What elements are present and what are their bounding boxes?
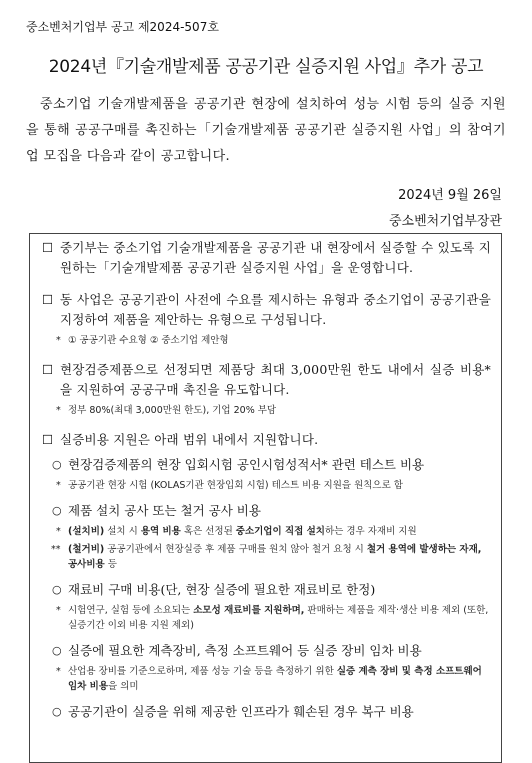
item-funding	[42, 360, 491, 400]
note-bold: 철거 용역에 발생하는 자재, 공사비용	[68, 544, 482, 570]
notice-number: 중소벤처기업부 공고 제2024-507호	[26, 20, 219, 34]
checkbox-square-icon: ☐	[42, 432, 54, 447]
sub-text: 공공기관이 실증을 위해 제공한 인프라가 훼손된 경우 복구 비용	[68, 704, 414, 719]
double-asterisk-icon: **	[51, 544, 61, 555]
page-title: 2024년『기술개발제품 공공기관 실증지원 사업』추가 공고	[48, 57, 484, 77]
note-bold: 실증 계측 장비 및 측정 소프트웨어 임차 비용	[68, 666, 482, 692]
note-text: 정부 80%(최대 3,000만원 한도), 기업 20% 부담	[68, 405, 277, 416]
asterisk-icon: *	[56, 335, 61, 346]
note-bold: 소모성 재료비를 지원하며,	[193, 605, 305, 616]
note-text: 혹은 선정된	[180, 526, 236, 537]
circle-bullet-icon: ○	[52, 458, 62, 471]
note-text: 공공기관 현장 시험 (KOLAS기관 현장입회 시험) 테스트 비용 지원을 원칙으로 함	[68, 480, 403, 491]
checkbox-square-icon: ☐	[42, 292, 54, 307]
asterisk-icon: *	[56, 480, 61, 491]
note-install-cost	[42, 524, 491, 539]
circle-bullet-icon: ○	[52, 644, 62, 657]
item-text: 실증비용 지원은 아래 범위 내에서 지원합니다.	[60, 432, 319, 447]
note-text: 공공기관에서 현장실증 후 제품 구매를 원치 않아 철거 요청 시	[104, 544, 367, 555]
note-text: 하는 경우 자재비 지원	[325, 526, 417, 537]
circle-bullet-icon: ○	[52, 583, 62, 596]
details-box	[29, 233, 502, 763]
item-text: 동 사업은 공공기관이 사전에 수요를 제시하는 유형과 중소기업이 공공기관을 지정하여 제품을 제안하는 유형으로 구성됩니다.	[60, 292, 491, 327]
note-text: 시험연구, 실험 등에 소요되는	[68, 605, 194, 616]
item-scope	[42, 430, 491, 450]
issuer: 중소벤처기업부장관	[388, 214, 502, 229]
note-removal-cost	[42, 542, 491, 572]
note-bold: (설치비)	[68, 526, 105, 537]
note-bold: 중소기업이 직접 설치	[235, 526, 325, 537]
scope-install-cost	[42, 501, 491, 521]
note-bold: 용역 비용	[140, 526, 181, 537]
note-material-cost	[42, 603, 491, 633]
circle-bullet-icon: ○	[52, 705, 62, 718]
note-test-cost	[42, 478, 491, 493]
item-text: 현장검증제품으로 선정되면 제품당 최대 3,000만원 한도 내에서 실증 비용*을 지원하여 공공구매 촉진을 유도합니다.	[60, 362, 491, 397]
note-text: 산업용 장비를 기준으로하며, 제품 성능 기술 등을 측정하기 위한	[68, 666, 337, 677]
note-types	[42, 333, 491, 348]
scope-equipment-rental	[42, 641, 491, 661]
item-text: 중기부는 중소기업 기술개발제품을 공공기관 내 현장에서 실증할 수 있도록 지원하는「기술개발제품 공공기관 실증지원 사업」을 운영합니다.	[60, 240, 491, 275]
sub-text: 현장검증제품의 현장 입회시험 공인시험성적서* 관련 테스트 비용	[68, 457, 425, 472]
circle-bullet-icon: ○	[52, 504, 62, 517]
note-funding	[42, 403, 491, 418]
scope-material-cost	[42, 580, 491, 600]
sub-text: 재료비 구매 비용(단, 현장 실증에 필요한 재료비로 한정)	[68, 582, 376, 597]
note-text: 설치 시	[104, 526, 141, 537]
sub-text: 제품 설치 공사 또는 철거 공사 비용	[68, 503, 261, 518]
asterisk-icon: *	[56, 405, 61, 416]
sub-text: 실증에 필요한 계측장비, 측정 소프트웨어 등 실증 장비 임차 비용	[68, 643, 422, 658]
scope-infra-restoration	[42, 702, 491, 722]
intro-paragraph: 중소기업 기술개발제품을 공공기관 현장에 설치하여 성능 시험 등의 실증 지원을 통해 공공구매를 촉진하는「기술개발제품 공공기관 실증지원 사업」의 참여기업 모집을 다음과 같이 공고합니다.	[26, 97, 506, 164]
asterisk-icon: *	[56, 666, 61, 677]
asterisk-icon: *	[56, 526, 61, 537]
checkbox-square-icon: ☐	[42, 240, 54, 255]
note-equipment-rental	[42, 664, 491, 694]
note-text: 판매하는 제품을 제작·생산 비용 제외 (또한, 실증기간 이외 비용 지원 제외)	[68, 605, 489, 631]
note-text: 을 의미	[108, 681, 139, 692]
note-bold: (철거비)	[68, 544, 105, 555]
notice-date: 2024년 9월 26일	[398, 188, 502, 203]
item-operation	[42, 238, 491, 278]
asterisk-icon: *	[56, 605, 61, 616]
item-types	[42, 290, 491, 330]
checkbox-square-icon: ☐	[42, 362, 54, 377]
scope-test-cost	[42, 455, 491, 475]
note-text: ① 공공기관 수요형 ② 중소기업 제안형	[68, 335, 229, 346]
note-text: 등	[104, 559, 117, 570]
